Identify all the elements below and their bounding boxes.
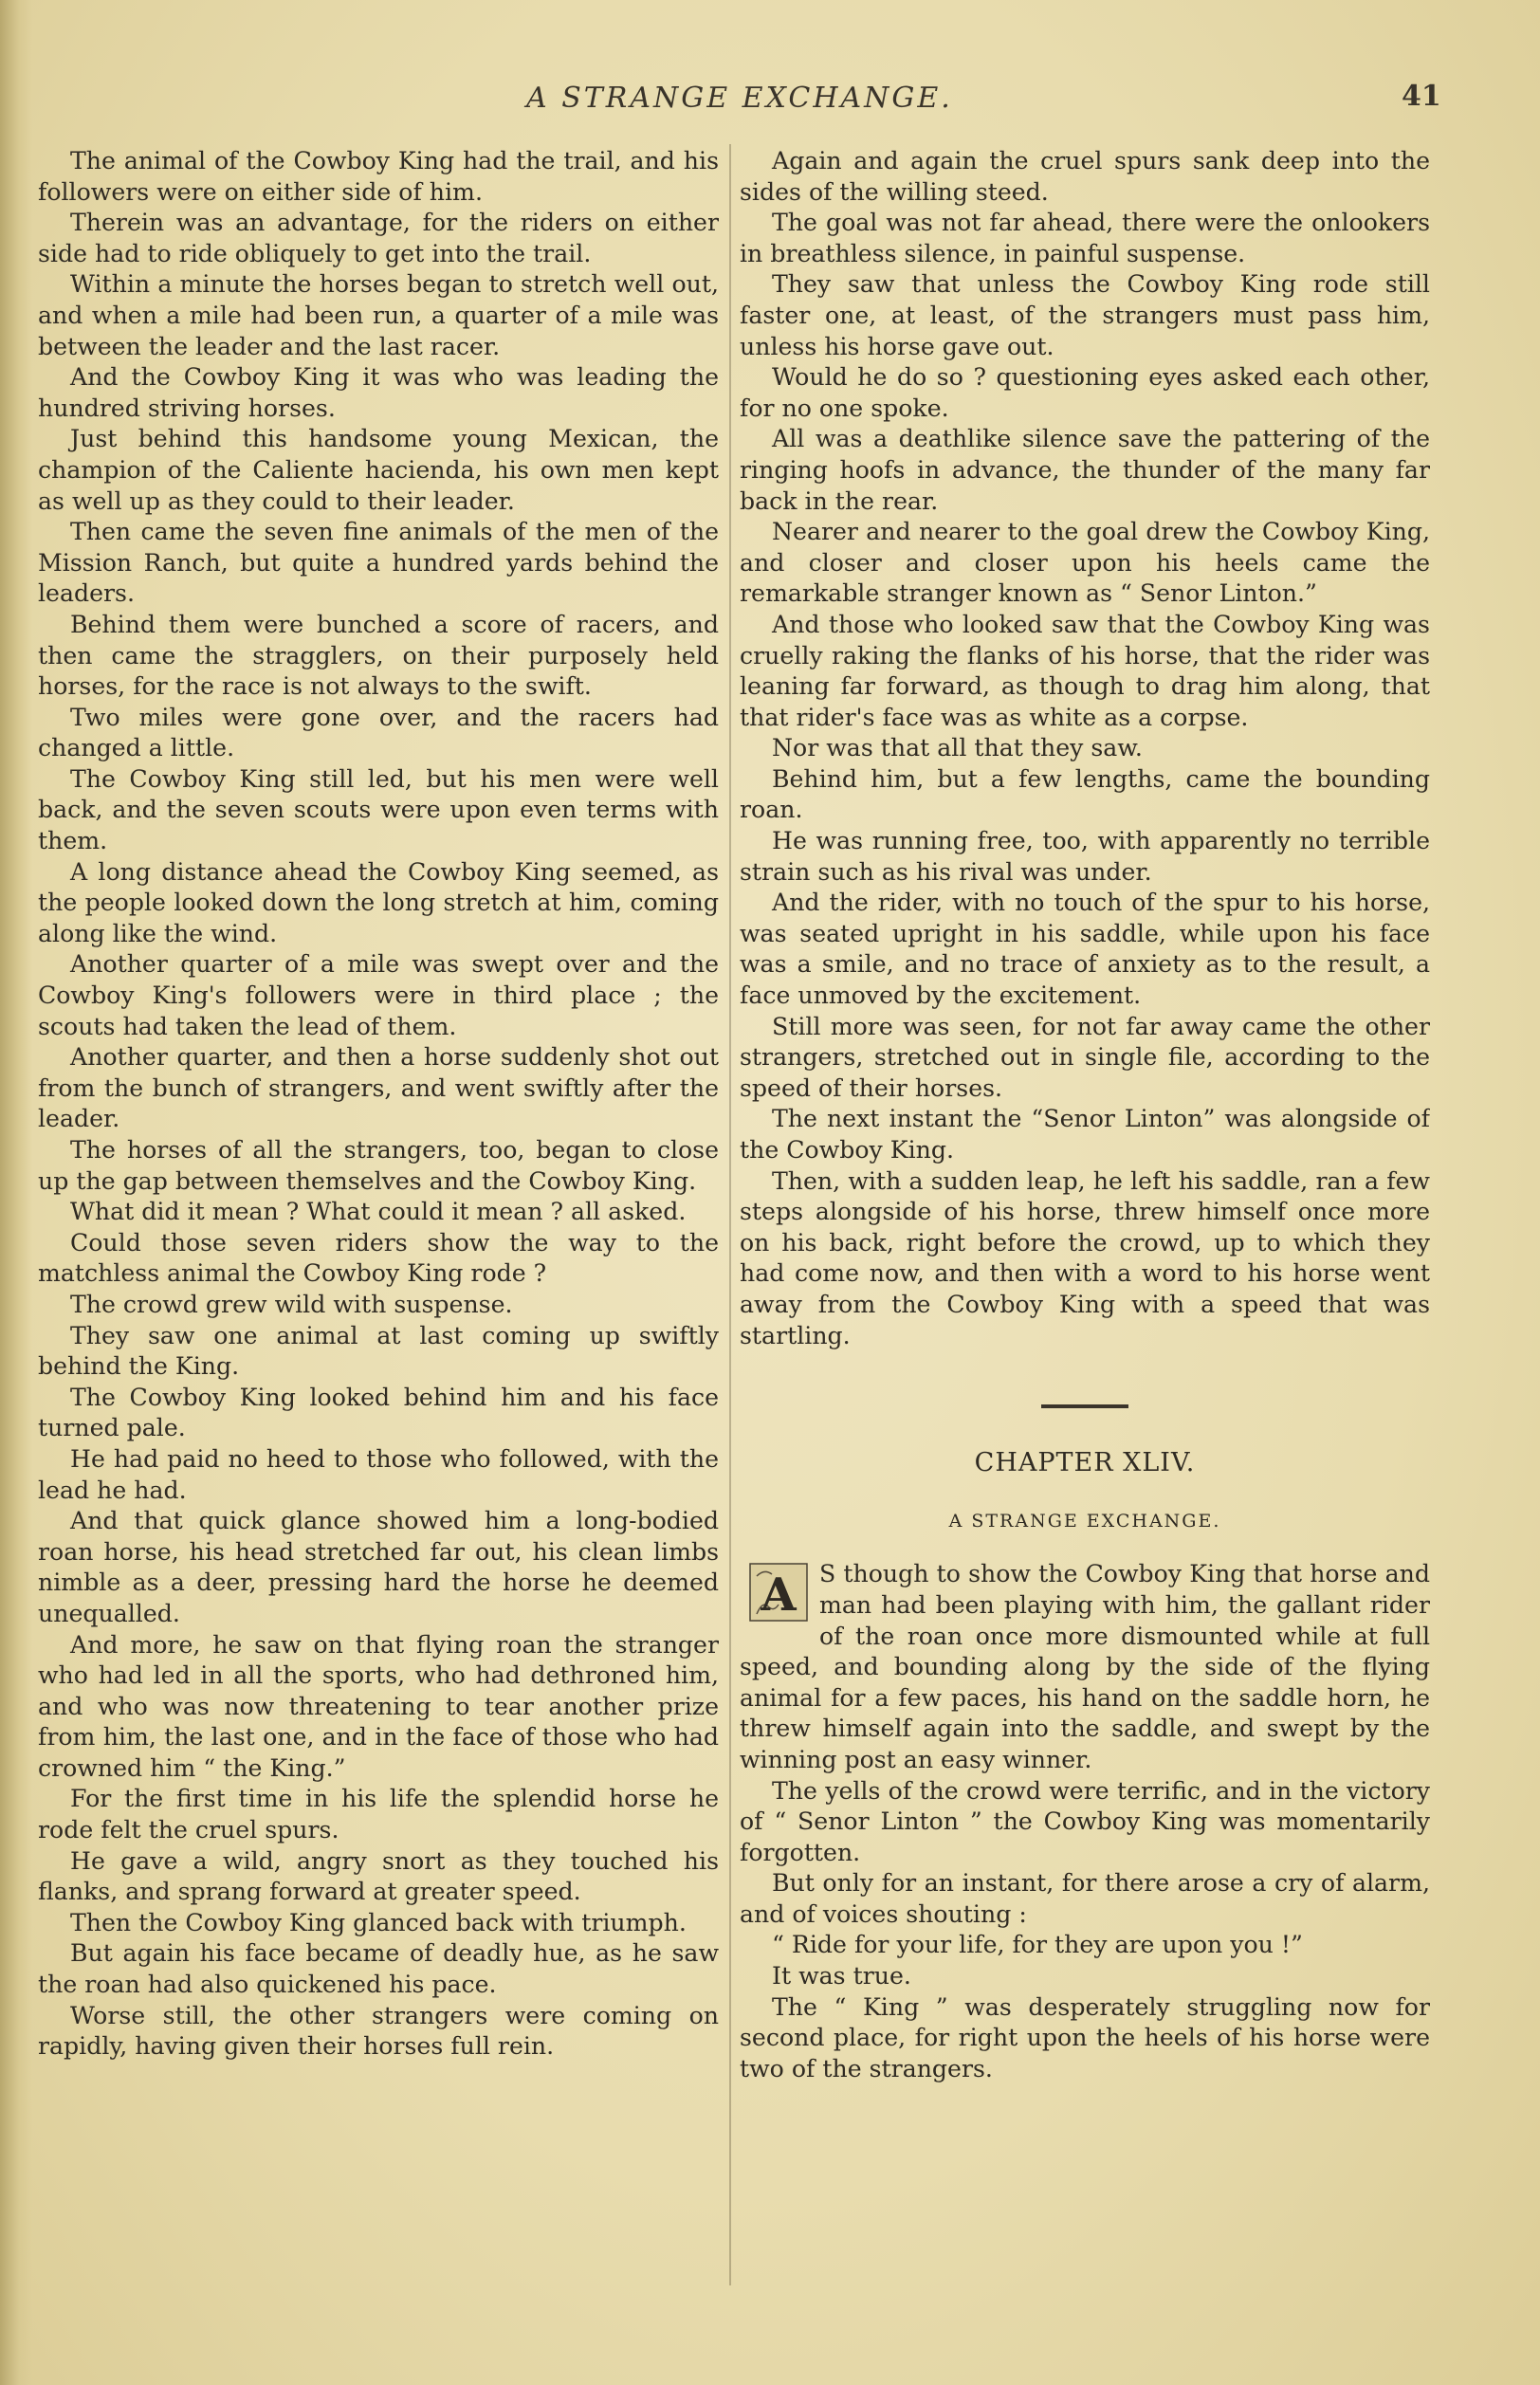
paragraph: What did it mean ? What could it mean ? all asked. (70, 1198, 687, 1226)
paragraph: A long distance ahead the Cowboy King seemed, as the people looked down the long stretch at him, coming along like the wind. (38, 857, 719, 947)
paragraph: Then the Cowboy King glanced back with triumph. (70, 1908, 687, 1936)
paragraph: Worse still, the other strangers were coming on rapidly, having given their horses full rein. (38, 2001, 719, 2061)
paragraph: Two miles were gone over, and the racers had changed a little. (38, 703, 719, 762)
column-divider (729, 144, 731, 2285)
paragraph: The “ King ” was desperately struggling now for second place, for right upon the heels of his horse were two of the strangers. (740, 1992, 1430, 2082)
paragraph: Just behind this handsome young Mexican, the champion of the Caliente hacienda, his own men kept as well up as they could to their leader. (38, 425, 719, 515)
paragraph: He had paid no heed to those who followed, with the lead he had. (38, 1444, 719, 1504)
paragraph: Then, with a sudden leap, he left his saddle, ran a few steps alongside of his horse, threw himself once more on his back, right before the crowd, up to which they had come now, and then with a word to his horse went away from the Cowboy King with a speed that was startling. (740, 1166, 1430, 1349)
chapter-first-paragraph (740, 1559, 1430, 1775)
right-column (740, 146, 1430, 2289)
running-head-title: A STRANGE EXCHANGE. (526, 82, 953, 115)
paragraph: But only for an instant, for there arose a cry of alarm, and of voices shouting : (740, 1869, 1430, 1928)
chapter-subtitle: A STRANGE EXCHANGE. (948, 1510, 1221, 1532)
paragraph: The Cowboy King still led, but his men were well back, and the seven scouts were upon even terms with them. (38, 764, 719, 855)
paragraph: All was a deathlike silence save the pattering of the ringing hoofs in advance, the thunder of the many far back in the rear. (740, 425, 1430, 515)
paragraph: Another quarter, and then a horse suddenly shot out from the bunch of strangers, and went swiftly after the leader. (38, 1043, 719, 1133)
paragraph: And the Cowboy King it was who was leading the hundred striving horses. (38, 363, 719, 422)
paragraph: Still more was seen, for not far away came the other strangers, stretched out in single file, according to the speed of their horses. (740, 1012, 1430, 1102)
paragraph: Behind them were bunched a score of racers, and then came the stragglers, on their purposely held horses, for the race is not always to the swift. (38, 610, 719, 701)
paragraph: They saw that unless the Cowboy King rode still faster one, at least, of the strangers must pass him, unless his horse gave out. (740, 270, 1430, 360)
paragraph: But again his face became of deadly hue, as he saw the roan had also quickened his pace. (38, 1939, 719, 1999)
paragraph: Could those seven riders show the way to the matchless animal the Cowboy King rode ? (38, 1228, 719, 1288)
paragraph: The crowd grew wild with suspense. (70, 1290, 513, 1318)
page-binding-shadow (0, 0, 32, 2385)
paragraph: The Cowboy King looked behind him and his face turned pale. (38, 1383, 719, 1442)
paragraph: Nor was that all that they saw. (772, 734, 1143, 762)
svg-text:A: A (761, 1569, 797, 1623)
paragraph: Within a minute the horses began to stretch well out, and when a mile had been run, a quarter of a mile was between the leader and the last racer. (38, 270, 719, 360)
paragraph: It was true. (772, 1962, 911, 1991)
paragraph: For the first time in his life the splendid horse he rode felt the cruel spurs. (38, 1785, 719, 1844)
paragraph: Nearer and nearer to the goal drew the Cowboy King, and closer and closer upon his heels came the remarkable stranger known as “ Senor Linton.” (740, 518, 1430, 608)
left-column (38, 146, 719, 2289)
paragraph: He gave a wild, angry snort as they touched his flanks, and sprang forward at greater speed. (38, 1846, 719, 1906)
paragraph: And the rider, with no touch of the spur to his horse, was seated upright in his saddle, while upon his face was a smile, and no trace of anxiety as to the result, a face unmoved by the excitement. (740, 889, 1430, 1010)
paragraph: The yells of the crowd were terrific, and in the victory of “ Senor Linton ” the Cowboy King was momentarily forgotten. (740, 1776, 1430, 1866)
paragraph: And more, he saw on that flying roan the stranger who had led in all the sports, who had dethroned him, and who was now threatening to tear another prize from him, the last one, and in the face of those who had crowned him “ the King.” (38, 1630, 719, 1782)
paragraph: Would he do so ? questioning eyes asked each other, for no one spoke. (740, 363, 1430, 422)
paragraph: Behind him, but a few lengths, came the bounding roan. (740, 764, 1430, 824)
paragraph: Then came the seven fine animals of the men of the Mission Ranch, but quite a hundred yards behind the leaders. (38, 518, 719, 608)
page-number: 41 (1402, 80, 1441, 113)
paragraph: The goal was not far ahead, there were the onlookers in breathless silence, in painful suspense. (740, 209, 1430, 267)
paragraph: The horses of all the strangers, too, began to close up the gap between themselves and the Cowboy King. (38, 1136, 719, 1195)
paragraph: And that quick glance showed him a long-bodied roan horse, his head stretched far out, his clean limbs nimble as a deer, pressing hard the horse he deemed unequalled. (38, 1507, 719, 1627)
paragraph: Therein was an advantage, for the riders on either side had to ride obliquely to get into the trail. (38, 209, 719, 267)
paragraph: They saw one animal at last coming up swiftly behind the King. (38, 1321, 719, 1381)
paragraph: He was running free, too, with apparently no terrible strain such as his rival was under. (740, 827, 1430, 886)
chapter-divider-rule (1041, 1404, 1128, 1408)
chapter-first-paragraph-text: S though to show the Cowboy King that horse and man had been playing with him, the gallant rider of the roan once more dismounted while at full speed, and bounding along by the side of the flying animal for a few paces, his hand on the saddle horn, he threw himself again into the saddle, and swept by the winning post an easy winner. (740, 1560, 1430, 1773)
paragraph: “ Ride for your life, for they are upon you !” (772, 1931, 1303, 1959)
paragraph: The animal of the Cowboy King had the trail, and his followers were on either side of him. (38, 147, 719, 206)
paragraph: And those who looked saw that the Cowboy King was cruelly raking the flanks of his horse, that the rider was leaning far forward, as though to drag him along, that that rider's face was as white as a corpse. (740, 610, 1430, 731)
paragraph: The next instant the “Senor Linton” was alongside of the Cowboy King. (740, 1105, 1430, 1164)
ornamental-drop-cap-a-icon (749, 1563, 808, 1622)
chapter-title: CHAPTER XLIV. (974, 1448, 1196, 1478)
paragraph: Again and again the cruel spurs sank deep into the sides of the willing steed. (740, 147, 1430, 206)
paragraph: Another quarter of a mile was swept over and the Cowboy King's followers were in third place ; the scouts had taken the lead of them. (38, 950, 719, 1040)
